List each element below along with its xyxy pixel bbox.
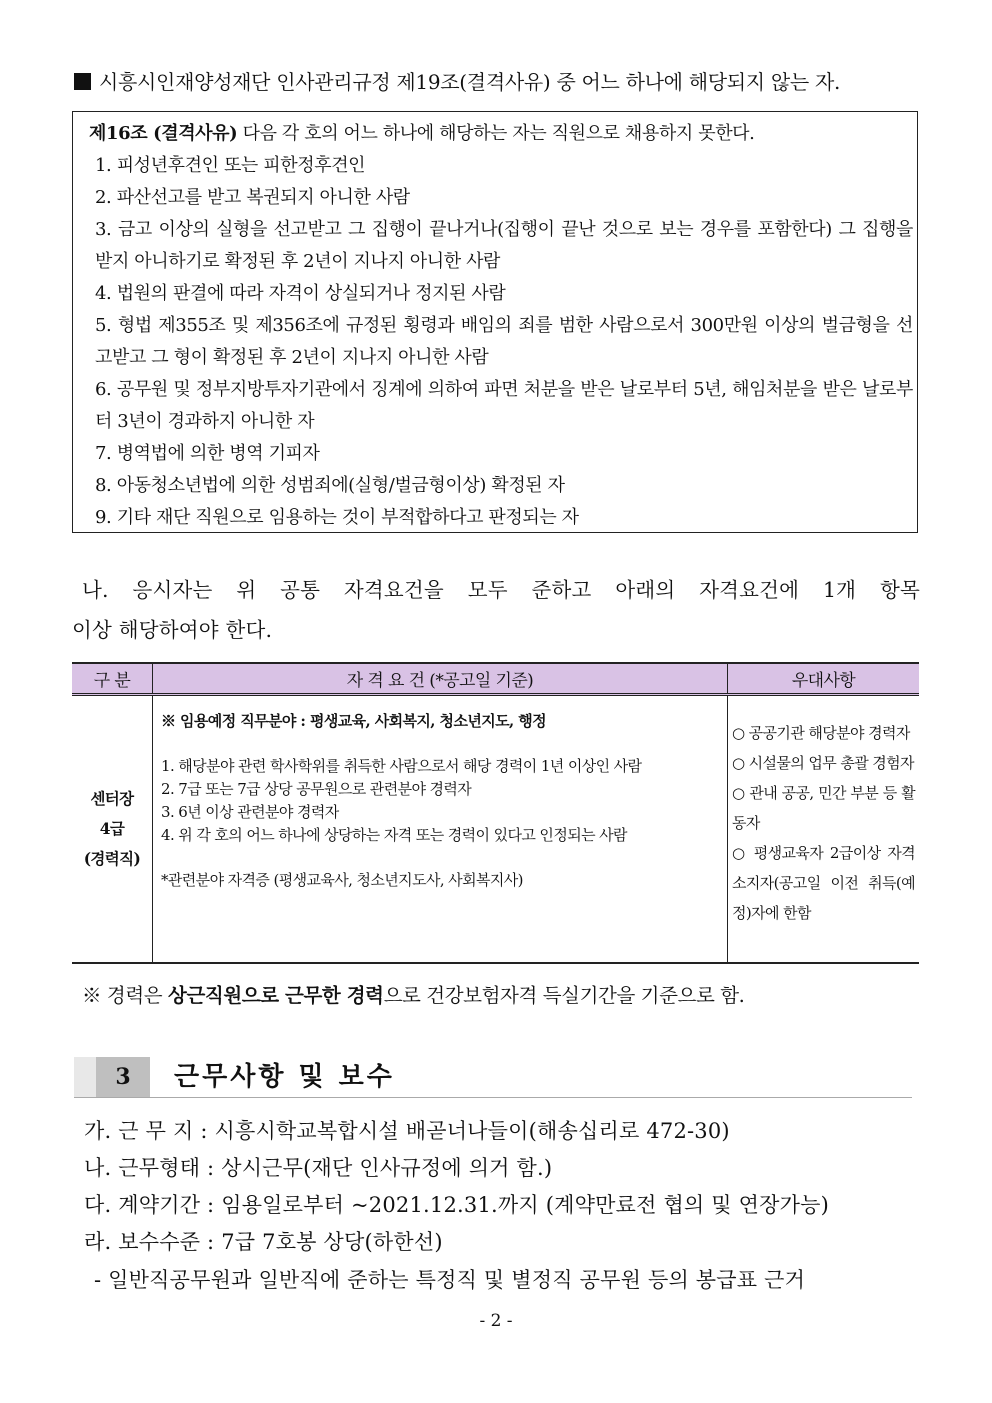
disqualification-item: 8. 아동청소년법에 의한 성범죄에(실형/벌금형이상) 확정된 자 — [95, 475, 565, 496]
requirement-item: 4. 위 각 호의 어느 하나에 상당하는 자격 또는 경력이 있다고 인정되는 사람 — [161, 826, 627, 844]
footnote-bold: 상근직원으로 근무한 경력 — [168, 984, 384, 1007]
work-line: 다. 계약기간 : 임용일로부터 ~2021.12.31.까지 (계약만료전 협의 및 연장가능) — [84, 1193, 829, 1217]
square-bullet-icon — [74, 73, 91, 90]
header-preferences: 우대사항 — [728, 663, 920, 695]
requirements-cell — [153, 695, 728, 964]
footnote-pre: ※ 경력은 — [82, 984, 169, 1007]
lead-bold: 제16조 (결격사유) — [89, 123, 238, 144]
table-row — [72, 695, 919, 964]
heading-disqualification — [74, 66, 840, 95]
heading-text: 시흥시인재양성재단 인사관리규정 제19조(결격사유) 중 어느 하나에 해당되지 않는 자. — [99, 70, 841, 94]
disqualification-item: 5. 형법 제355조 및 제356조에 규정된 횡령과 배임의 죄를 범한 사람으로서 300만원 이상의 벌금형을 선고받고 그 형이 확정된 후 2년이 지나지 아니한 사람 — [95, 315, 913, 368]
career-footnote — [82, 980, 744, 1008]
requirement-item: 3. 6년 이상 관련분야 경력자 — [161, 803, 339, 821]
category-line: 4급 — [99, 819, 125, 838]
disqualification-item: 4. 법원의 판결에 따라 자격이 상실되거나 정지된 사람 — [95, 283, 506, 304]
page-number: - 2 - — [479, 1311, 513, 1331]
requirements-table — [72, 662, 919, 964]
category-line: 센터장 — [90, 789, 134, 808]
lead-rest: 다음 각 호의 어느 하나에 해당하는 자는 직원으로 채용하지 못한다. — [237, 123, 755, 144]
job-field-line: ※ 임용예정 직무분야 : 평생교육, 사회복지, 청소년지도, 행정 — [161, 712, 547, 730]
category-cell — [72, 695, 153, 964]
work-line: 가. 근 무 지 : 시흥시학교복합시설 배곧너나들이(해송십리로 472-30) — [84, 1119, 730, 1143]
preference-item: ○ 관내 공공, 민간 부분 등 활동자 — [732, 784, 915, 832]
requirement-item: 1. 해당분야 관련 학사학위를 취득한 사람으로서 해당 경력이 1년 이상인 사람 — [161, 757, 642, 775]
preferences-cell — [728, 695, 920, 964]
disqualification-item: 9. 기타 재단 직원으로 임용하는 것이 부적합하다고 판정되는 자 — [95, 507, 579, 528]
section-header — [74, 1057, 912, 1098]
disqualification-item: 7. 병역법에 의한 병역 기피자 — [95, 443, 320, 464]
requirement-item: 2. 7급 또는 7급 상당 공무원으로 관련분야 경력자 — [161, 780, 472, 798]
preference-item: ○ 시설물의 업무 총괄 경험자 — [732, 754, 914, 772]
paragraph-line-2: 이상 해당하여야 한다. — [72, 618, 273, 642]
header-category: 구 분 — [72, 663, 153, 695]
work-line: 나. 근무형태 : 상시근무(재단 인사규정에 의거 함.) — [84, 1156, 553, 1180]
disqualification-item: 1. 피성년후견인 또는 피한정후견인 — [95, 155, 366, 176]
disqualification-box — [72, 111, 918, 533]
preference-item: ○ 공공기관 해당분야 경력자 — [732, 724, 910, 742]
section-title: 근무사항 및 보수 — [174, 1062, 395, 1092]
disqualification-item: 3. 금고 이상의 실형을 선고받고 그 집행이 끝나거나(집행이 끝난 것으로 보는 경우를 포함한다) 그 집행을 받지 아니하기로 확정된 후 2년이 지나지 아니한 사람 — [95, 219, 913, 272]
paragraph-line-1: 나. 응시자는 위 공통 자격요건을 모두 준하고 아래의 자격요건에 1개 항목 — [82, 578, 920, 602]
header-requirements: 자 격 요 건 (*공고일 기준) — [153, 663, 728, 695]
qualification-paragraph — [72, 570, 920, 650]
disqualification-item: 6. 공무원 및 정부지방투자기관에서 징계에 의하여 파면 처분을 받은 날로부터 5년, 해임처분을 받은 날로부터 3년이 경과하지 아니한 자 — [95, 379, 913, 432]
work-line: - 일반직공무원과 일반직에 준하는 특정직 및 별정직 공무원 등의 봉급표 근거 — [94, 1268, 806, 1292]
category-line: (경력직) — [83, 849, 141, 868]
section-number: 3 — [96, 1057, 150, 1097]
work-line: 라. 보수수준 : 7급 7호봉 상당(하한선) — [84, 1230, 443, 1254]
disqualification-lead — [89, 118, 913, 150]
preference-item: ○ 평생교육자 2급이상 자격소지자(공고일 이전 취득(예정)자에 한함 — [732, 844, 915, 922]
table-header-row — [72, 663, 919, 695]
disqualification-item: 2. 파산선고를 받고 복권되지 아니한 사람 — [95, 187, 410, 208]
certificate-note: *관련분야 자격증 (평생교육사, 청소년지도사, 사회복지사) — [161, 871, 523, 889]
footnote-post: 으로 건강보험자격 득실기간을 기준으로 함. — [383, 984, 745, 1007]
